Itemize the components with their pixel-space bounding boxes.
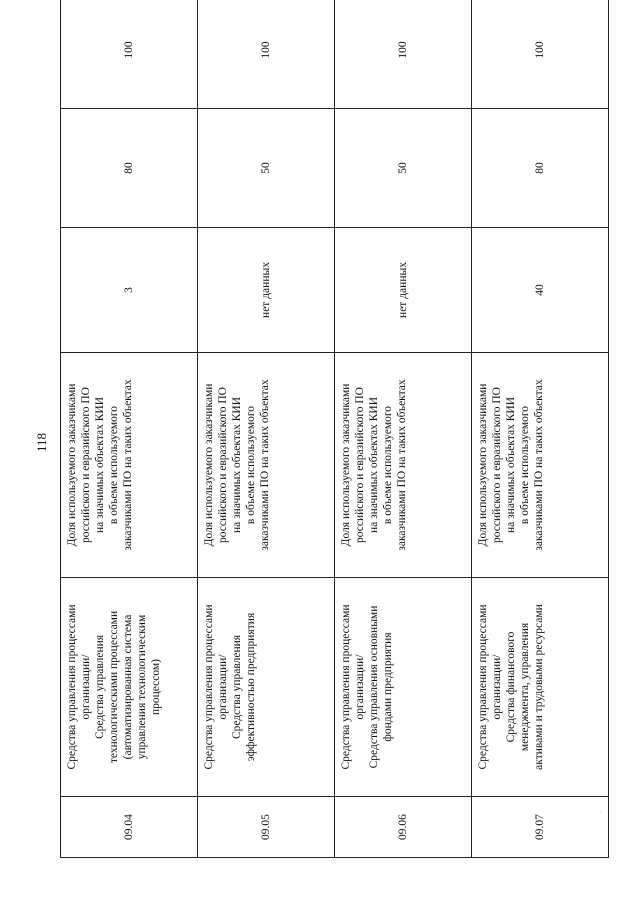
target-value-1: 50 [335, 109, 472, 228]
tool-category-line: процессом) [150, 658, 163, 716]
tool-category-line: Средства управления процессами [477, 604, 489, 770]
indicator-line: российского и евразийского ПО [491, 387, 504, 544]
tool-category-line: активами и трудовыми ресурсами [533, 604, 546, 770]
tool-category-cell [335, 578, 472, 797]
tool-category-line: менеджмента, управления [519, 622, 532, 752]
target-value-1: 80 [472, 109, 609, 228]
tool-category-line: организации/ [217, 654, 230, 720]
indicator-line: заказчиками ПО на таких объектах [533, 379, 546, 551]
rotated-table-container [60, 41, 608, 858]
indicator-line: российского и евразийского ПО [354, 387, 367, 544]
row-code: 09.05 [198, 797, 335, 858]
indicator-line: Доля используемого заказчиками [477, 383, 489, 547]
tool-category-line: эффективностью предприятия [245, 612, 258, 762]
indicator-cell [335, 353, 472, 578]
baseline-value: нет данных [198, 228, 335, 353]
indicator-line: российского и евразийского ПО [80, 387, 93, 544]
scan-speck: · [600, 810, 602, 816]
tool-category-line: организации/ [80, 654, 93, 720]
row-code: 09.06 [335, 797, 472, 858]
table-row [335, 0, 472, 858]
table-row [61, 0, 198, 858]
indicator-line: в объеме используемого [108, 405, 121, 525]
tool-category-line: технологическими процессами [108, 610, 121, 764]
tool-category-line: фондами предприятия [382, 632, 395, 742]
table-row [198, 0, 335, 858]
row-code: 09.07 [472, 797, 609, 858]
indicator-line: Доля используемого заказчиками [66, 383, 78, 547]
target-value-2: 100 [472, 0, 609, 109]
target-value-2: 100 [61, 0, 198, 109]
baseline-value: 40 [472, 228, 609, 353]
tool-category-line: Средства управления [94, 634, 107, 740]
indicator-line: на значимых объектах КИИ [94, 396, 107, 534]
indicator-line: Доля используемого заказчиками [203, 383, 215, 547]
row-code: 09.04 [61, 797, 198, 858]
target-value-1: 50 [198, 109, 335, 228]
indicator-line: в объеме используемого [382, 405, 395, 525]
indicator-cell [472, 353, 609, 578]
tool-category-cell [61, 578, 198, 797]
target-value-1: 80 [61, 109, 198, 228]
indicator-line: в объеме используемого [245, 405, 258, 525]
indicator-cell [61, 353, 198, 578]
indicator-line: в объеме используемого [519, 405, 532, 525]
table-row [472, 0, 609, 858]
tool-category-line: управления технологическим [136, 614, 149, 760]
indicator-line: заказчиками ПО на таких объектах [122, 379, 135, 551]
tool-category-line: (автоматизированная система [122, 614, 135, 760]
tool-category-line: организации/ [354, 654, 367, 720]
tool-category-cell [198, 578, 335, 797]
target-value-2: 100 [198, 0, 335, 109]
target-value-2: 100 [335, 0, 472, 109]
tool-category-line: Средства управления процессами [340, 604, 352, 770]
tool-category-line: Средства финансового [505, 631, 518, 743]
baseline-value: нет данных [335, 228, 472, 353]
indicator-line: Доля используемого заказчиками [340, 383, 352, 547]
tool-category-line: Средства управления процессами [203, 604, 215, 770]
tool-category-line: Средства управления [231, 634, 244, 740]
tool-category-cell [472, 578, 609, 797]
table-body [61, 0, 609, 858]
tool-category-line: Средства управления процессами [66, 604, 78, 770]
indicator-line: заказчиками ПО на таких объектах [396, 379, 409, 551]
indicator-line: на значимых объектах КИИ [368, 396, 381, 534]
indicator-line: на значимых объектах КИИ [505, 396, 518, 534]
indicator-cell [198, 353, 335, 578]
tool-category-line: Средства управления основными [368, 605, 381, 769]
page-number: 118 [34, 432, 49, 452]
indicator-line: российского и евразийского ПО [217, 387, 230, 544]
indicator-line: на значимых объектах КИИ [231, 396, 244, 534]
indicators-table [60, 0, 609, 858]
indicator-line: заказчиками ПО на таких объектах [259, 379, 272, 551]
tool-category-line: организации/ [491, 654, 504, 720]
baseline-value: 3 [61, 228, 198, 353]
